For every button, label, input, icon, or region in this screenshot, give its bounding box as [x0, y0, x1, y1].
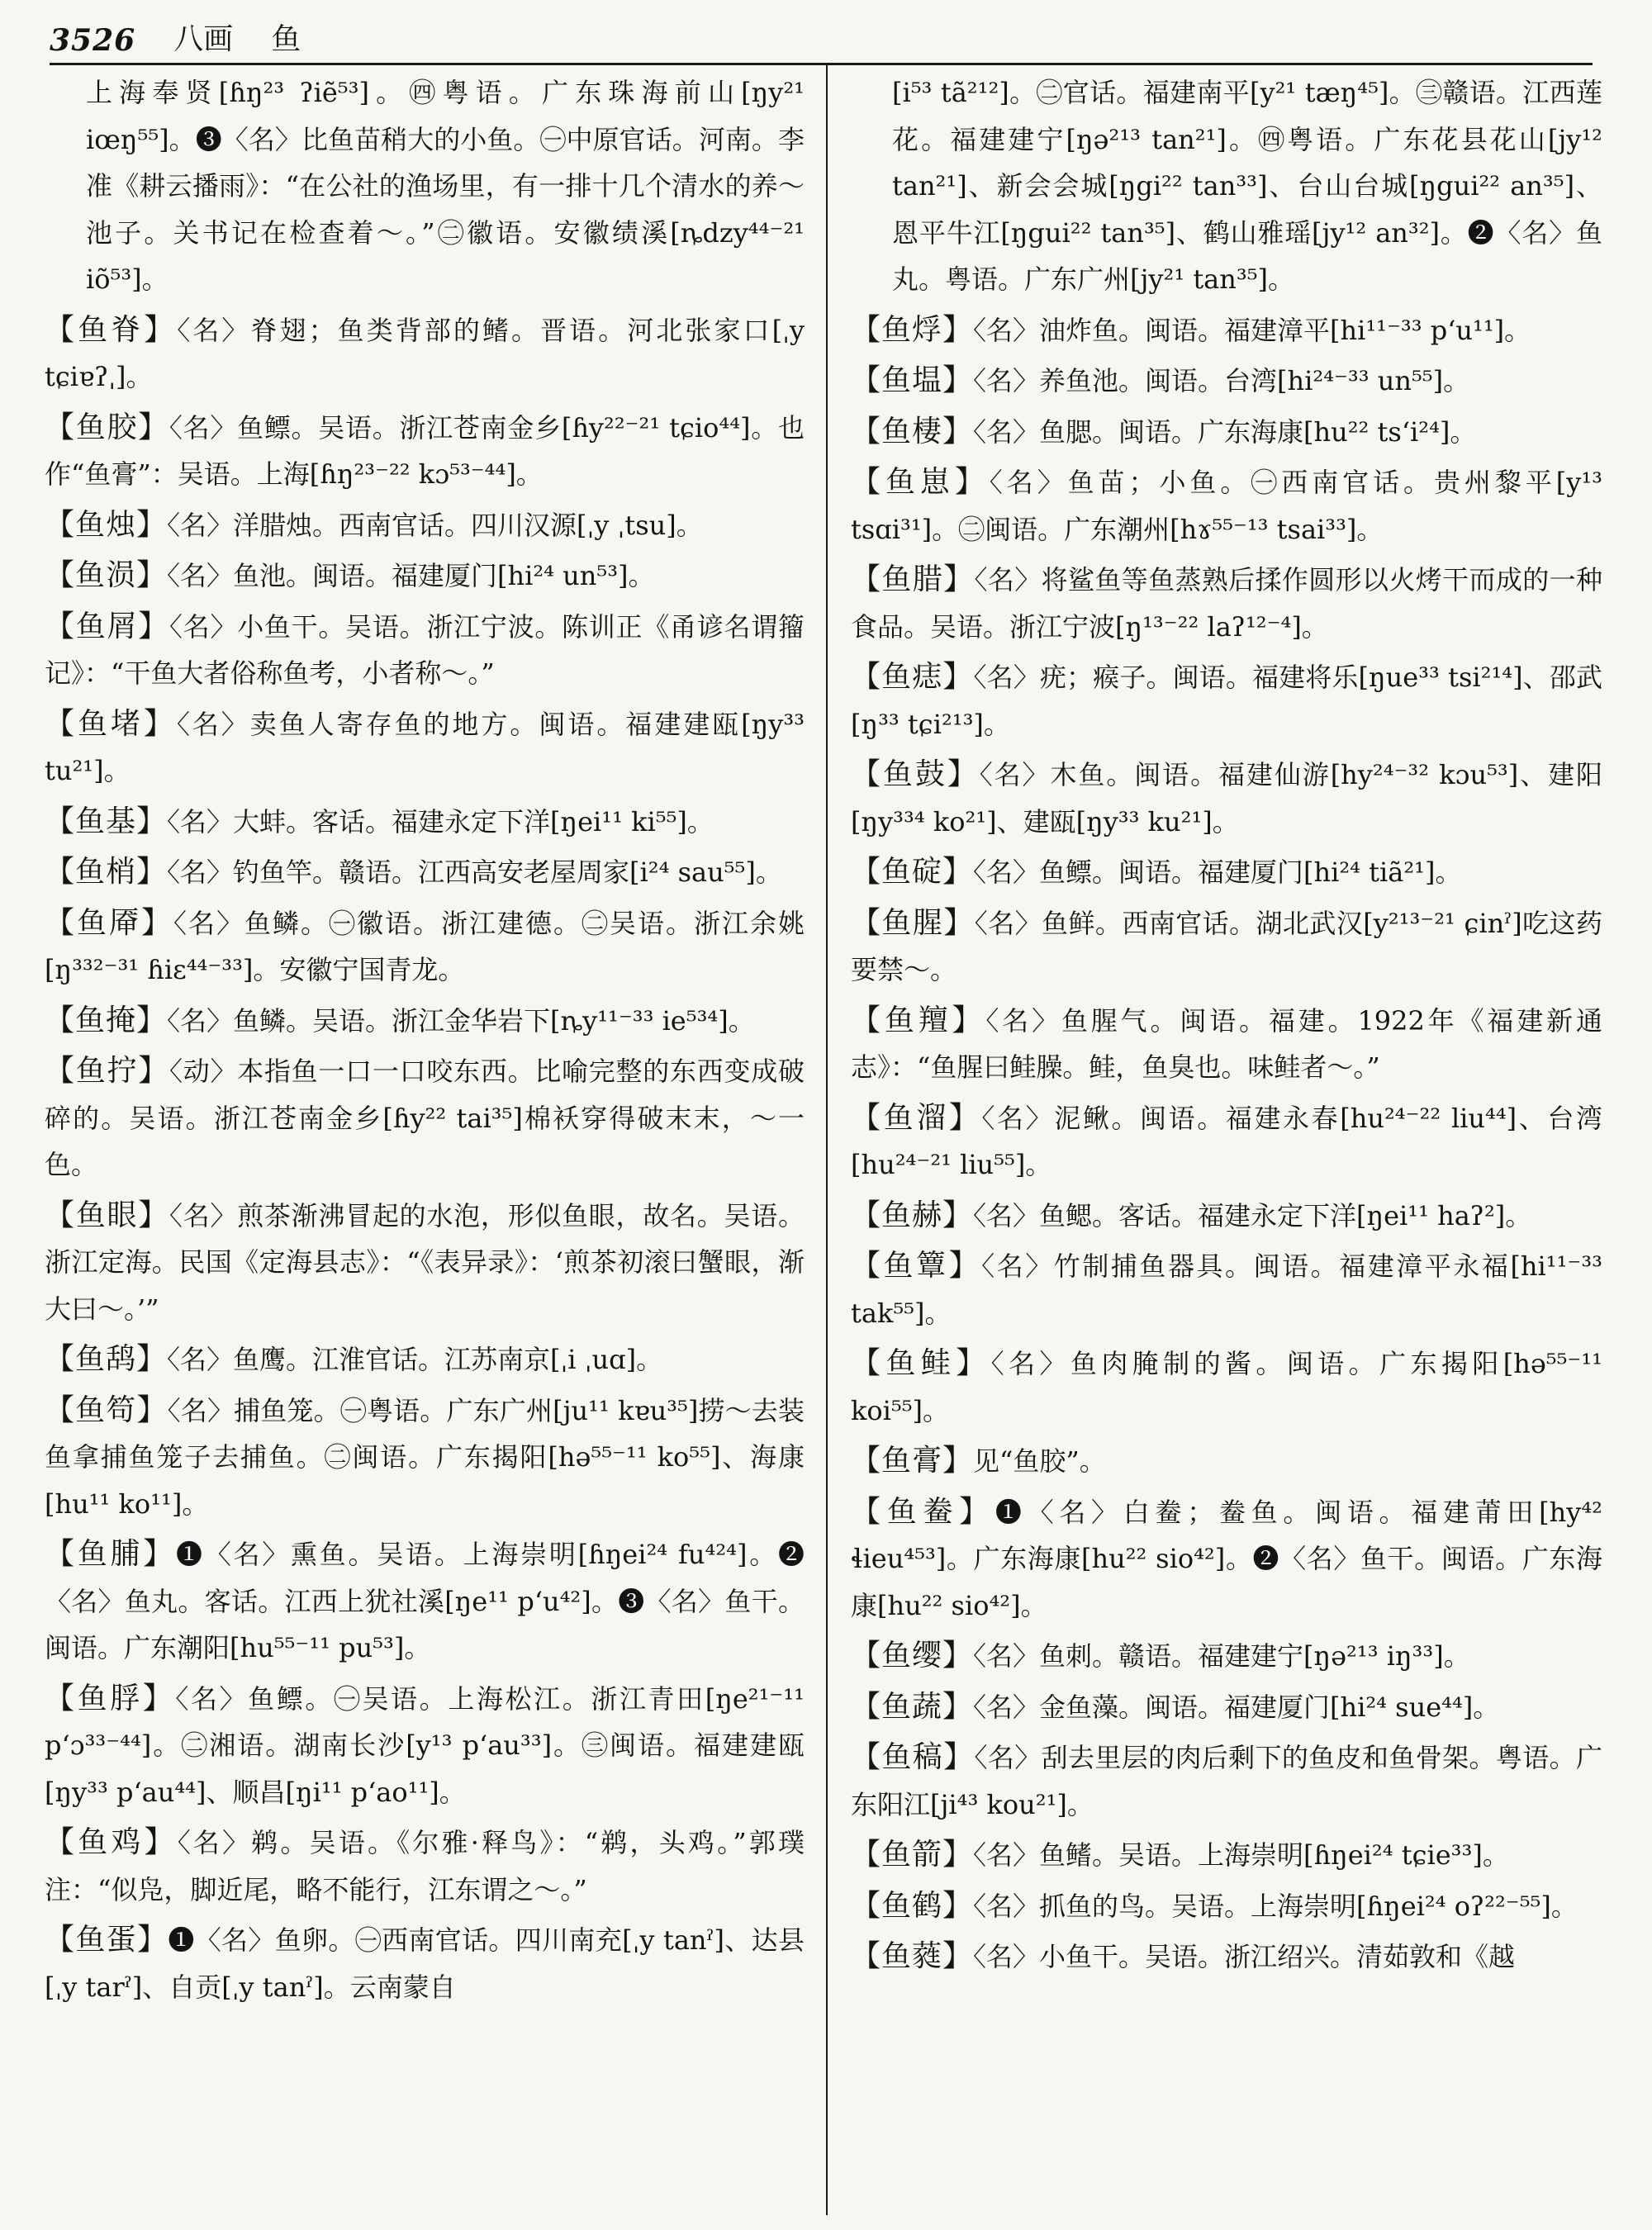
dictionary-entry — [45, 1193, 805, 1333]
continuation-text: [i⁵³ tã²¹²]。㊁官话。福建南平[y²¹ tæŋ⁴⁵]。㊂赣语。江西莲花。福建建宁[ŋə²¹³ tan²¹]。㊃粤语。广东花县花山[jy¹² tan²¹]、新会会城[ŋgi²² tan³³]、台山台城[ŋgui²² an³⁵]、恩平牛江[ŋgui²² tan³⁵]、鹤山雅瑶[jy¹² an³²]。❷〈名〉鱼丸。粤语。广东广州[jy²¹ tan³⁵]。 — [892, 77, 1602, 295]
dictionary-entry — [45, 701, 805, 795]
entry-definition: 〈名〉金鱼藻。闽语。福建厦门[hi²⁴ sue⁴⁴]。 — [973, 1691, 1500, 1723]
continuation-text: 上海奉贤[ɦŋ²³ ʔiẽ⁵³]。㊃粤语。广东珠海前山[ŋy²¹ iœŋ⁵⁵]。❸〈名〉比鱼苗稍大的小鱼。㊀中原官话。河南。李准《耕云播雨》：“在公社的渔场里，有一排十几个清水的养～池子。关书记在检查着～。”㊁徽语。安徽绩溪[ȵdzy⁴⁴⁻²¹ iõ⁵³]。 — [86, 77, 805, 295]
entry-headword: 【鱼赫】 — [851, 1198, 974, 1232]
entry-definition: 〈名〉鱼鳃。客话。福建永定下洋[ŋei¹¹ haʔ²]。 — [973, 1199, 1532, 1231]
entry-definition: 〈名〉鱼鳔。㊀吴语。上海松江。浙江青田[ŋe²¹⁻¹¹ p‘ɔ³³⁻⁴⁴]。㊁湘语。湖南长沙[y¹³ p‘au³³]。㊂闽语。福建建瓯[ŋy³³ p‘au⁴⁴]、顺昌[ŋi¹¹ p‘ao¹¹]。 — [45, 1682, 805, 1808]
entry-definition: 〈名〉脊翅；鱼类背部的鳍。晋语。河北张家口[ˌy tɕiɐʔˌ]。 — [45, 314, 805, 392]
entry-definition: 〈名〉油炸鱼。闽语。福建漳平[hi¹¹⁻³³ p‘u¹¹]。 — [973, 314, 1531, 346]
dictionary-entry — [45, 998, 805, 1045]
dictionary-entry — [851, 1883, 1602, 1930]
entry-headword: 【鱼胶】 — [45, 410, 169, 444]
entry-definition: 〈名〉捕鱼笼。㊀粤语。广东广州[ju¹¹ kɐu³⁵]捞～去装鱼拿捕鱼笼子去捕鱼。㊁闽语。广东揭阳[hə⁵⁵⁻¹¹ ko⁵⁵]、海康[hu¹¹ ko¹¹]。 — [45, 1394, 805, 1520]
entry-definition: 〈名〉鱼鳔。闽语。福建厦门[hi²⁴ tiã²¹]。 — [973, 856, 1462, 888]
entry-headword: 【鱼碇】 — [851, 855, 974, 889]
entry-definition: 〈名〉洋腊烛。西南官话。四川汉源[ˌy ˌtsu]。 — [167, 509, 703, 541]
dictionary-entry — [45, 1917, 805, 2010]
entry-definition: 〈名〉钓鱼竿。赣语。江西高安老屋周家[i²⁴ sau⁵⁵]。 — [167, 856, 782, 888]
entry-definition: 〈名〉卖鱼人寄存鱼的地方。闽语。福建建瓯[ŋy³³ tu²¹]。 — [45, 708, 805, 786]
dictionary-entry — [851, 557, 1602, 650]
entry-headword: 【鱼鲑】 — [851, 1346, 991, 1380]
dictionary-entry — [45, 900, 805, 994]
entry-headword: 【鱼塭】 — [851, 363, 974, 397]
dictionary-entry — [45, 849, 805, 896]
dictionary-entry — [851, 849, 1602, 896]
entry-definition: ❶〈名〉熏鱼。吴语。上海崇明[ɦŋei²⁴ fu⁴²⁴]。❷〈名〉鱼丸。客话。江西上犹社溪[ŋe¹¹ p‘u⁴²]。❸〈名〉鱼干。闽语。广东潮阳[hu⁵⁵⁻¹¹ pu⁵³]。 — [45, 1539, 805, 1663]
stroke-count: 八画 — [173, 22, 234, 56]
entry-definition: 〈名〉小鱼干。吴语。浙江绍兴。清茹敦和《越 — [973, 1941, 1516, 1972]
dictionary-entry — [851, 654, 1602, 747]
entry-definition: 〈名〉鱼鳞。㊀徽语。浙江建德。㊁吴语。浙江余姚[ŋ³³²⁻³¹ ɦiɛ⁴⁴⁻³³]。安徽宁国青龙。 — [45, 907, 805, 985]
right-column — [851, 69, 1602, 2213]
dictionary-entry — [45, 1676, 805, 1816]
entry-headword: 【鱼脊】 — [45, 312, 178, 347]
dictionary-entry — [851, 1193, 1602, 1240]
dictionary-entry — [45, 1820, 805, 1913]
entry-headword: 【鱼棲】 — [851, 414, 974, 448]
entry-definition: ❶〈名〉白鲞；鲞鱼。闽语。福建莆田[hy⁴² ɬieu⁴⁵³]。广东海康[hu²² sio⁴²]。❷〈名〉鱼干。闽语。广东海康[hu²² sio⁴²]。 — [851, 1496, 1602, 1621]
entry-definition: 〈名〉鱼鲜。西南官话。湖北武汉[y²¹³⁻²¹ ɕinˀ]吃这药要禁～。 — [851, 907, 1602, 985]
entry-definition: 〈名〉抓鱼的鸟。吴语。上海崇明[ɦŋei²⁴ oʔ²²⁻⁵⁵]。 — [973, 1890, 1578, 1922]
entry-headword: 【鱼拧】 — [45, 1054, 169, 1088]
entry-headword: 【鱼鹤】 — [851, 1888, 974, 1923]
dictionary-entry — [851, 900, 1602, 994]
entry-headword: 【鱼鲞】 — [851, 1494, 995, 1529]
entry-headword: 【鱼溜】 — [851, 1100, 982, 1135]
entry-headword: 【鱼痣】 — [851, 660, 974, 694]
radical: 鱼 — [271, 22, 301, 56]
dictionary-entry — [851, 1243, 1602, 1336]
entry-definition: 〈名〉鱼鳔。吴语。浙江苍南金乡[ɦy²²⁻²¹ tɕio⁴⁴]。也作“鱼膏”：吴语。上海[ɦŋ²³⁻²² kɔ⁵³⁻⁴⁴]。 — [45, 411, 805, 490]
entry-headword: 【鱼簟】 — [851, 1249, 982, 1283]
dictionary-entry — [45, 799, 805, 846]
entry-definition: 〈名〉养鱼池。闽语。台湾[hi²⁴⁻³³ un⁵⁵]。 — [973, 365, 1470, 396]
dictionary-entry — [45, 1531, 805, 1672]
entry-definition: 〈动〉本指鱼一口一口咬东西。比喻完整的东西变成破碎的。吴语。浙江苍南金乡[ɦy²² tai³⁵]棉袄穿得破末末，～一色。 — [45, 1056, 805, 1180]
entry-headword: 【鱼稿】 — [851, 1740, 975, 1774]
entry-definition: 〈名〉木鱼。闽语。福建仙游[hy²⁴⁻³² kɔu⁵³]、建阳[ŋy³³⁴ ko²¹]、建瓯[ŋy³³ ku²¹]。 — [851, 759, 1602, 837]
entry-definition: 〈名〉小鱼干。吴语。浙江宁波。陈训正《甬谚名谓籀记》：“干鱼大者俗称鱼考，小者称～。” — [45, 610, 805, 689]
right-entries — [851, 307, 1602, 1981]
dictionary-entry — [851, 1734, 1602, 1828]
entry-headword: 【鱼蕤】 — [851, 1939, 974, 1973]
entry-headword: 【鱼羶】 — [851, 1003, 986, 1037]
entry-definition: 〈名〉泥鳅。闽语。福建永春[hu²⁴⁻²² liu⁴⁴]、台湾[hu²⁴⁻²¹ liu⁵⁵]。 — [851, 1102, 1602, 1180]
entry-headword: 【鱼膏】 — [851, 1444, 974, 1478]
entry-definition: 〈名〉鱼鳍。吴语。上海崇明[ɦŋei²⁴ tɕie³³]。 — [973, 1839, 1509, 1871]
dictionary-entry — [45, 1388, 805, 1528]
entry-definition: 〈名〉刮去里层的肉后剩下的鱼皮和鱼骨架。粤语。广东阳江[ji⁴³ kou²¹]。 — [851, 1742, 1602, 1820]
entry-headword: 【鱼腥】 — [851, 905, 975, 940]
entry-definition: 〈名〉竹制捕鱼器具。闽语。福建漳平永福[hi¹¹⁻³³ tak⁵⁵]。 — [851, 1250, 1602, 1329]
entry-headword: 【鱼屑】 — [45, 609, 169, 643]
entry-headword: 【鱼脯】 — [45, 1537, 177, 1571]
entry-headword: 【鱼笱】 — [45, 1393, 168, 1427]
dictionary-entry — [45, 405, 805, 498]
entry-headword: 【鱼眼】 — [45, 1198, 169, 1232]
entry-definition: 〈名〉疣；瘊子。闽语。福建将乐[ŋue³³ tsi²¹⁴]、邵武[ŋ³³ tɕi²¹³]。 — [851, 662, 1602, 740]
column-divider — [826, 64, 828, 2215]
header-rule — [50, 63, 1593, 65]
dictionary-entry — [851, 1095, 1602, 1189]
dictionary-entry — [45, 307, 805, 401]
entry-definition: 〈名〉鱼鳞。吴语。浙江金华岩下[ȵy¹¹⁻³³ ie⁵³⁴]。 — [167, 1004, 755, 1037]
entry-headword: 【鱼烰】 — [851, 312, 974, 347]
dictionary-entry — [851, 752, 1602, 845]
entry-headword: 【鱼堵】 — [45, 706, 177, 741]
dictionary-entry — [851, 998, 1602, 1091]
entry-headword: 【鱼鸡】 — [45, 1825, 178, 1859]
entry-definition: 〈名〉鱼腥气。闽语。福建。1922年《福建新通志》：“鱼腥曰鲑臊。鲑，鱼臭也。味鲑者～。” — [851, 1004, 1602, 1083]
entry-headword: 【鱼厣】 — [45, 905, 173, 940]
dictionary-entry — [851, 358, 1602, 405]
entry-definition: 〈名〉将鲨鱼等鱼蒸熟后揉作圆形以火烤干而成的一种食品。吴语。浙江宁波[ŋ¹³⁻²² laʔ¹²⁻⁴]。 — [851, 564, 1602, 643]
dictionary-entry — [45, 1048, 805, 1189]
dictionary-entry — [851, 409, 1602, 456]
page-number: 3526 — [50, 23, 136, 58]
entry-headword: 【鱼蛋】 — [45, 1923, 169, 1957]
dictionary-entry — [851, 1933, 1602, 1981]
entry-headword: 【鱼箭】 — [851, 1838, 974, 1872]
entry-definition: 〈名〉鱼刺。赣语。福建建宁[ŋə²¹³ iŋ³³]。 — [973, 1640, 1470, 1672]
dictionary-entry — [851, 459, 1602, 553]
dictionary-entry — [851, 307, 1602, 354]
entry-headword: 【鱼蔬】 — [851, 1689, 974, 1724]
entry-headword: 【鱼腊】 — [851, 562, 975, 596]
entry-headword: 【鱼梢】 — [45, 855, 168, 889]
entry-headword: 【鱼鼓】 — [851, 757, 980, 791]
entry-headword: 【鱼基】 — [45, 804, 168, 838]
dictionary-entry — [851, 1832, 1602, 1879]
dictionary-entry — [45, 604, 805, 697]
page-header — [50, 12, 301, 58]
entry-definition: 〈名〉鱼肉腌制的酱。闽语。广东揭阳[hə⁵⁵⁻¹¹ koi⁵⁵]。 — [851, 1348, 1602, 1426]
left-column — [45, 69, 805, 2213]
entry-definition: ❶〈名〉鱼卵。㊀西南官话。四川南充[ˌy tanˀ]、达县[ˌy tarˀ]、自贡[ˌy tanˀ]。云南蒙自 — [45, 1924, 805, 2003]
dictionary-entry — [45, 1336, 805, 1383]
entry-definition: 〈名〉鱼鹰。江淮官话。江苏南京[ˌi ˌuɑ]。 — [167, 1344, 663, 1375]
entry-definition: 〈名〉鱼苗；小鱼。㊀西南官话。贵州黎平[y¹³ tsɑi³¹]。㊁闽语。广东潮州[hɤ⁵⁵⁻¹³ tsai³³]。 — [851, 467, 1602, 545]
entry-definition: 〈名〉大蚌。客话。福建永定下洋[ŋei¹¹ ki⁵⁵]。 — [167, 805, 714, 837]
dictionary-entry — [851, 1684, 1602, 1731]
left-entries — [45, 307, 805, 2011]
entry-headword: 【鱼鸹】 — [45, 1342, 168, 1376]
entry-definition: 见“鱼胶”。 — [973, 1445, 1106, 1477]
entry-headword: 【鱼烛】 — [45, 507, 168, 542]
entry-definition: 〈名〉鱼池。闽语。福建厦门[hi²⁴ un⁵³]。 — [167, 560, 655, 591]
dictionary-entry — [45, 502, 805, 549]
entry-definition: 〈名〉鹈。吴语。《尔雅·释鸟》：“鹈，头鸡。”郭璞注：“似凫，脚近尾，略不能行，江东谓之～。” — [45, 1827, 805, 1905]
dictionary-entry — [851, 1633, 1602, 1680]
entry-headword: 【鱼崽】 — [851, 465, 990, 499]
entry-definition: 〈名〉煎茶渐沸冒起的水泡，形似鱼眼，故名。吴语。浙江定海。民国《定海县志》：“《表异录》：‘煎茶初滚曰蟹眼，渐大曰～。’” — [45, 1199, 805, 1325]
entry-headword: 【鱼涢】 — [45, 558, 168, 592]
entry-headword: 【鱼缨】 — [851, 1639, 974, 1672]
dictionary-entry — [851, 1489, 1602, 1630]
dictionary-entry — [851, 1340, 1602, 1434]
dictionary-entry — [45, 553, 805, 600]
entry-definition: 〈名〉鱼腮。闽语。广东海康[hu²² ts‘i²⁴]。 — [973, 415, 1477, 448]
entry-headword: 【鱼脬】 — [45, 1681, 176, 1715]
dictionary-entry — [851, 1438, 1602, 1485]
entry-headword: 【鱼掩】 — [45, 1003, 168, 1037]
